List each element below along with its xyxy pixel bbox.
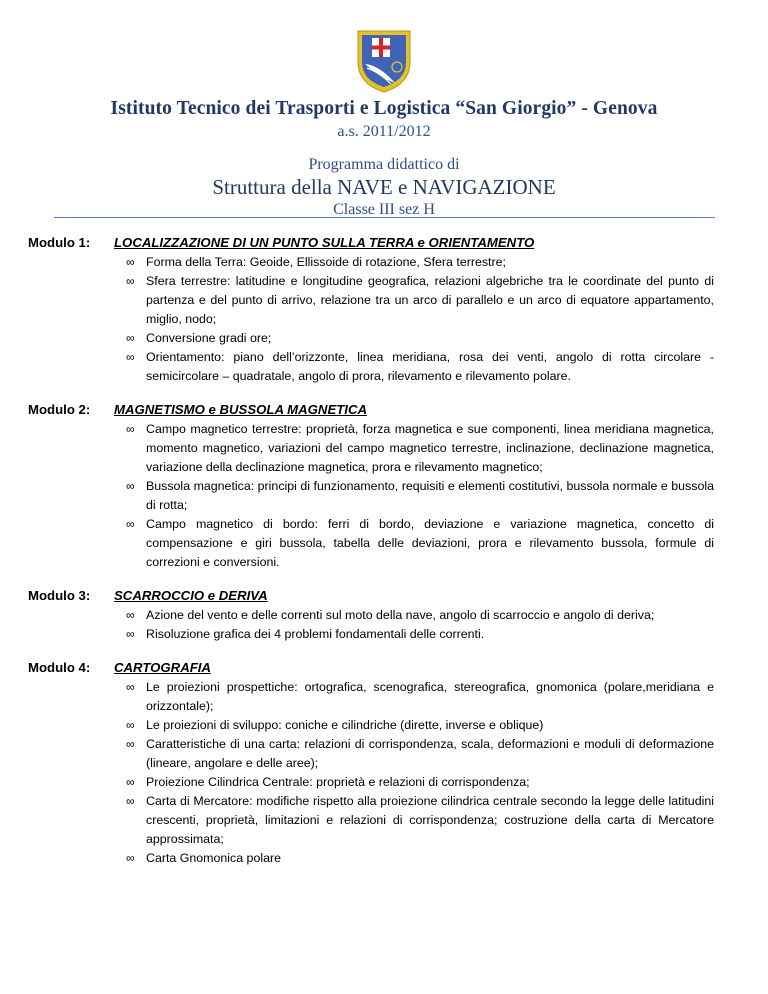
header-divider [54,217,715,218]
topic-item [0,735,768,773]
module-title: LOCALIZZAZIONE DI UN PUNTO SULLA TERRA e ORIENTAMENTO [114,235,535,250]
topic-text: Proiezione Cilindrica Centrale: proprietà e relazioni di corrispondenza; [146,775,530,789]
infinity-bullet-icon: ∞ [126,718,135,732]
topic-text: Forma della Terra: Geoide, Ellissoide di rotazione, Sfera terrestre; [146,255,506,269]
modules-list [0,233,768,868]
module-section [0,586,768,644]
topic-text: Le proiezioni di sviluppo: coniche e cilindriche (dirette, inverse e oblique) [146,718,544,732]
module-section [0,233,768,386]
program-label: Programma didattico di [308,156,460,173]
module-title: SCARROCCIO e DERIVA [114,588,268,603]
module-section [0,658,768,868]
topic-item [0,272,768,329]
topic-text: Azione del vento e delle correnti sul moto della nave, angolo di scarroccio e angolo di deriva; [146,608,655,622]
topic-item [0,606,768,625]
topic-text: Orientamento: piano dell’orizzonte, linea meridiana, rosa dei venti, angolo di rotta circolare - semicircolare – quadratale, angolo di prora, rilevamento e rilevamento polare. [146,350,714,383]
infinity-bullet-icon: ∞ [126,627,135,641]
subject-title: Struttura della NAVE e NAVIGAZIONE [212,175,556,199]
topic-text: Carta Gnomonica polare [146,851,281,865]
topic-item [0,792,768,849]
school-year: a.s. 2011/2012 [337,123,431,140]
infinity-bullet-icon: ∞ [126,422,135,436]
topic-text: Carta di Mercatore: modifiche rispetto alla proiezione cilindrica centrale secondo la legge delle latitudini crescenti, proprietà, limitazioni e relazioni di corrispondenza; costruzione della carta di Mercatore approssimata; [146,794,714,846]
topic-item [0,253,768,272]
topic-text: Le proiezioni prospettiche: ortografica, scenografica, stereografica, gnomonica (polare,meridiana e orizzontale); [146,680,714,713]
school-name: Istituto Tecnico dei Trasporti e Logistica “San Giorgio” - Genova [110,98,658,119]
topic-text: Conversione gradi ore; [146,331,272,345]
module-title: CARTOGRAFIA [114,660,211,675]
infinity-bullet-icon: ∞ [126,255,135,269]
document-header [0,96,768,220]
topic-item [0,329,768,348]
module-number: Modulo 3: [28,588,91,603]
topic-text: Campo magnetico terrestre: proprietà, forza magnetica e sue componenti, linea meridiana magnetica, momento magnetico, variazioni del campo magnetico terrestre, inclinazione, declinazione magnetica, variazione della declinazione magnetica, prora e rilevamento magnetico; [146,422,714,474]
infinity-bullet-icon: ∞ [126,851,135,865]
infinity-bullet-icon: ∞ [126,608,135,622]
topic-item [0,773,768,792]
module-heading [0,658,768,678]
topic-item [0,348,768,386]
topic-list [0,606,768,644]
infinity-bullet-icon: ∞ [126,794,135,808]
topic-item [0,625,768,644]
module-number: Modulo 4: [28,660,91,675]
infinity-bullet-icon: ∞ [126,737,135,751]
topic-list [0,253,768,386]
crest-cross-horizontal [372,46,390,50]
module-heading [0,233,768,253]
topic-item [0,849,768,868]
topic-list [0,678,768,868]
module-number: Modulo 2: [28,402,91,417]
topic-text: Sfera terrestre: latitudine e longitudine geografica, relazioni algebriche tra le coordinate del punto di partenza e del punto di arrivo, relazione tra un arco di parallelo e un arco di equatore appartamento, miglio, nodo; [146,274,714,326]
topic-item [0,515,768,572]
infinity-bullet-icon: ∞ [126,517,135,531]
infinity-bullet-icon: ∞ [126,274,135,288]
infinity-bullet-icon: ∞ [126,331,135,345]
infinity-bullet-icon: ∞ [126,680,135,694]
module-number: Modulo 1: [28,235,91,250]
topic-item [0,678,768,716]
topic-list [0,420,768,572]
module-title: MAGNETISMO e BUSSOLA MAGNETICA [114,402,368,417]
topic-text: Risoluzione grafica dei 4 problemi fondamentali delle correnti. [146,627,485,641]
module-section [0,400,768,572]
topic-item [0,420,768,477]
module-heading [0,586,768,606]
infinity-bullet-icon: ∞ [126,775,135,789]
infinity-bullet-icon: ∞ [126,350,135,364]
topic-item [0,477,768,515]
topic-text: Campo magnetico di bordo: ferri di bordo, deviazione e variazione magnetica, concetto di compensazione e giri bussola, tabella delle deviazioni, prora e rilevamento bussola, formule di correzioni e conversioni. [146,517,714,569]
topic-text: Caratteristiche di una carta: relazioni di corrispondenza, scala, deformazioni e moduli di deformazione (lineare, angolare e delle aree); [146,737,714,770]
school-crest-logo [355,28,413,94]
class-label: Classe III sez H [333,201,435,218]
module-heading [0,400,768,420]
topic-item [0,716,768,735]
infinity-bullet-icon: ∞ [126,479,135,493]
topic-text: Bussola magnetica: principi di funzionamento, requisiti e elementi costitutivi, bussola normale e bussola di rotta; [146,479,714,512]
